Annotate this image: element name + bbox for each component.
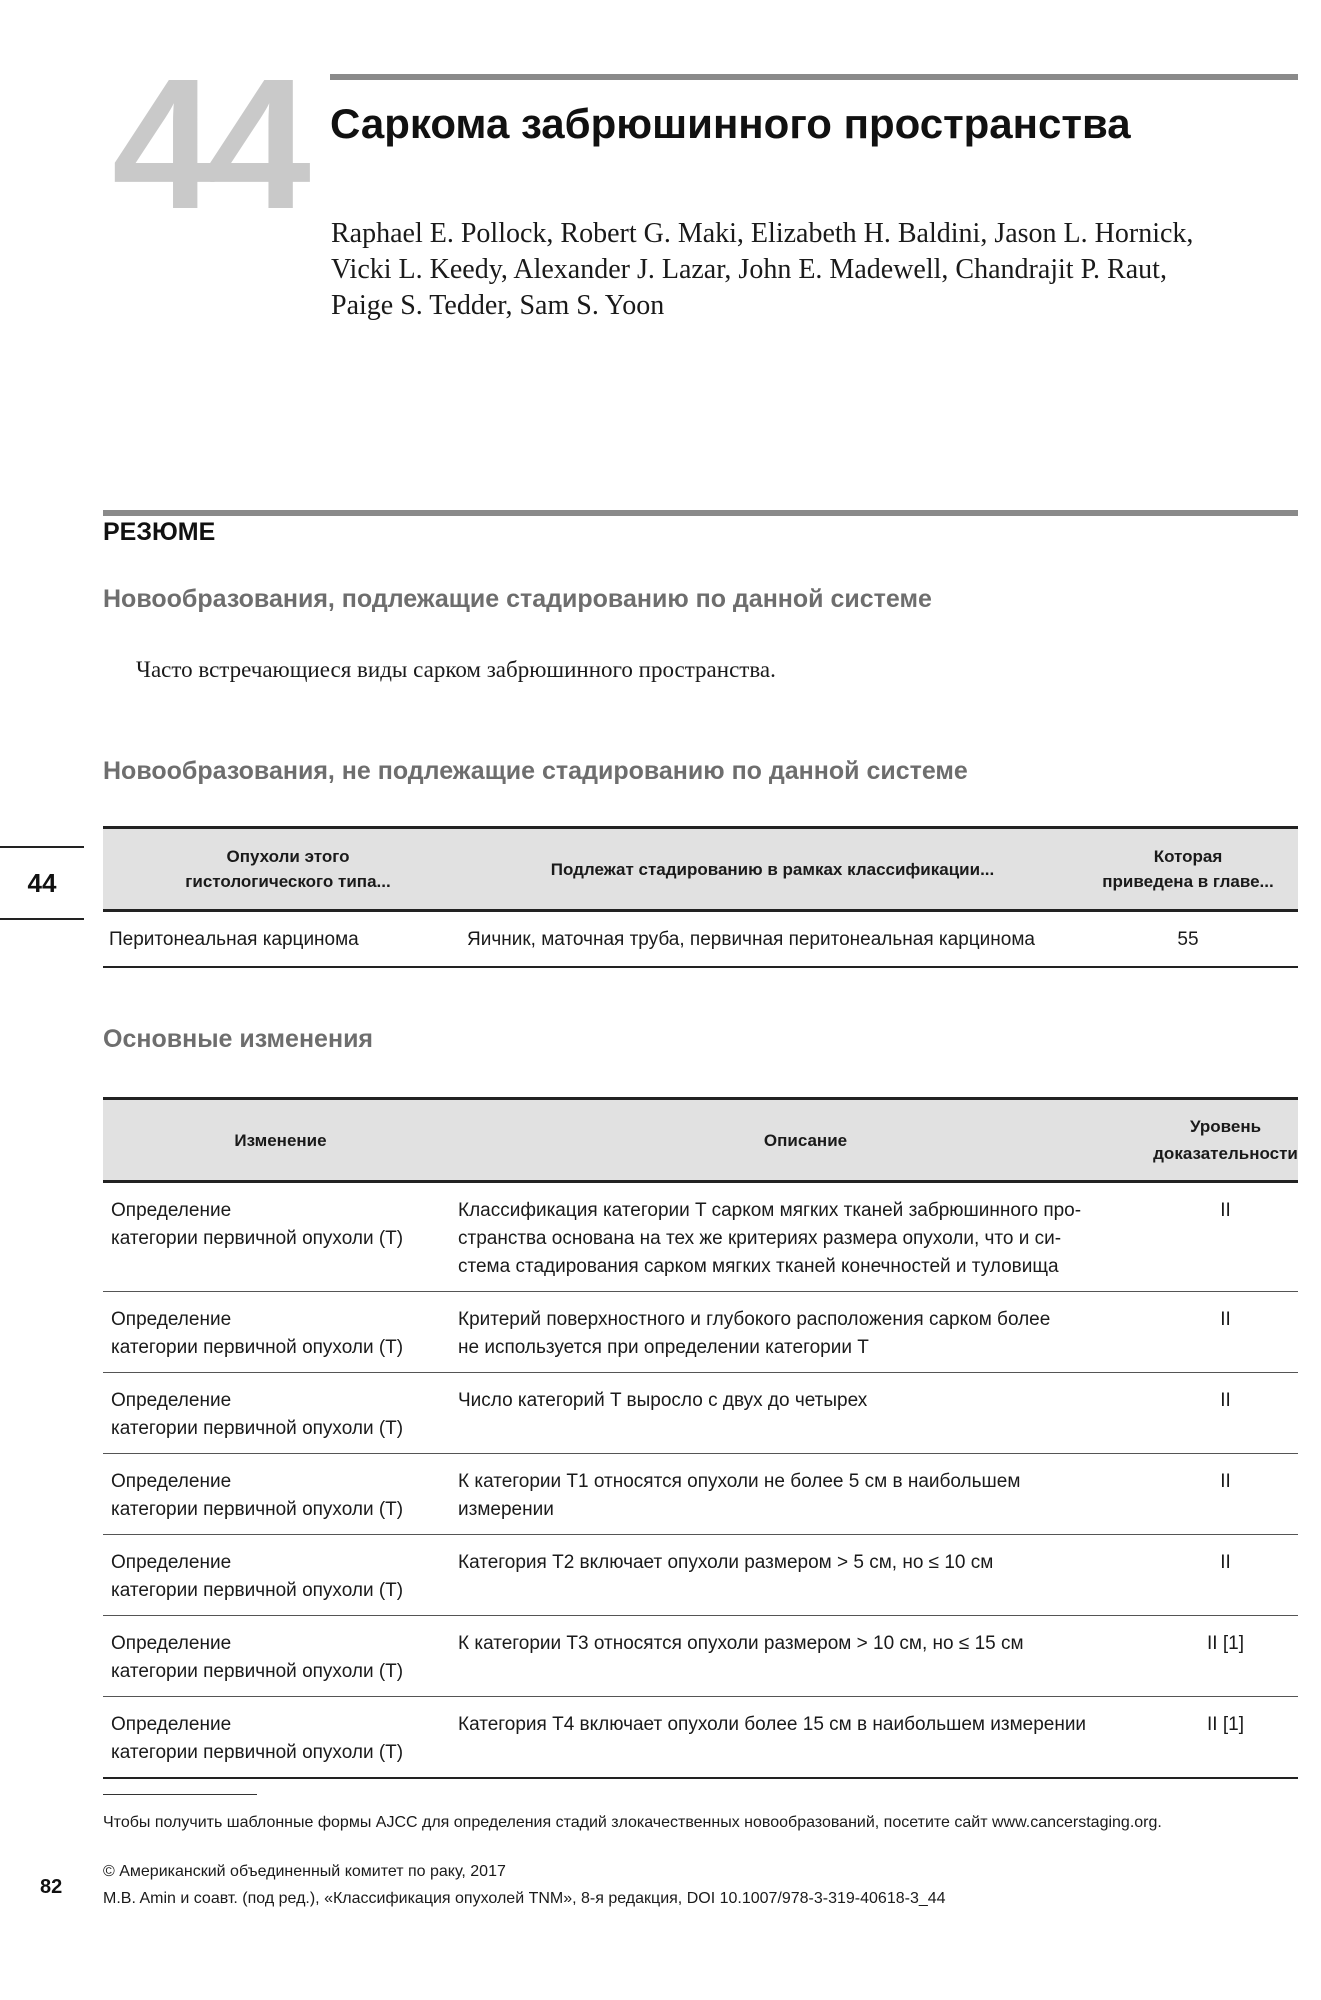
table-row bbox=[103, 1697, 1298, 1779]
citation-line: M.B. Amin и соавт. (под ред.), «Классификация опухолей TNM», 8-я редакция, DOI 10.1007/978-3-319-40618-3_44 bbox=[103, 1890, 946, 1907]
footnote-rule bbox=[103, 1794, 257, 1795]
table-cell: II [1] bbox=[1207, 1633, 1244, 1654]
header-cell: Подлежат стадированию в рамках классификации... bbox=[550, 859, 995, 879]
table-body bbox=[103, 1183, 1298, 1779]
table-row bbox=[103, 1616, 1298, 1697]
table-cell: II bbox=[1220, 1309, 1231, 1330]
table-cell: Определение категории первичной опухоли (T) bbox=[111, 1714, 404, 1763]
table-cell: Число категорий T выросло с двух до четырех bbox=[458, 1390, 868, 1411]
summary-title: РЕЗЮМЕ bbox=[103, 518, 216, 546]
changes-table bbox=[103, 1097, 1298, 1779]
not-staged-table bbox=[103, 826, 1298, 968]
table-cell: Перитонеальная карцинома bbox=[109, 929, 359, 950]
table-cell: Категория T2 включает опухоли размером > 5 см, но ≤ 10 см bbox=[458, 1552, 994, 1573]
header-cell: Изменение bbox=[234, 1130, 327, 1150]
header-cell: Описание bbox=[763, 1130, 848, 1150]
authors-line: Vicki L. Keedy, Alexander J. Lazar, John E. Madewell, Chandrajit P. Raut, bbox=[331, 254, 1167, 285]
chapter-number: 44 bbox=[112, 41, 303, 248]
table-row bbox=[103, 1535, 1298, 1616]
staged-heading: Новообразования, подлежащие стадированию по данной системе bbox=[103, 585, 932, 613]
table-row bbox=[103, 912, 1298, 968]
table-cell: Яичник, маточная труба, первичная перитонеальная карцинома bbox=[467, 929, 1035, 950]
copyright bbox=[103, 1858, 946, 1912]
header-cell: Которая приведена в главе... bbox=[1102, 847, 1274, 891]
table-cell: Определение категории первичной опухоли (T) bbox=[111, 1309, 404, 1358]
table-cell: Определение категории первичной опухоли (T) bbox=[111, 1200, 404, 1249]
table-cell: Критерий поверхностного и глубокого расположения сарком более не используется при определении категории T bbox=[458, 1309, 1051, 1358]
table-header bbox=[103, 826, 1298, 912]
table-cell: 55 bbox=[1177, 929, 1199, 950]
table-row bbox=[103, 1183, 1298, 1292]
table-cell: Определение категории первичной опухоли (T) bbox=[111, 1390, 404, 1439]
page-number: 82 bbox=[40, 1876, 63, 1898]
table-cell: Определение категории первичной опухоли (T) bbox=[111, 1633, 404, 1682]
table-row bbox=[103, 1292, 1298, 1373]
authors-line: Raphael E. Pollock, Robert G. Maki, Elizabeth H. Baldini, Jason L. Hornick, bbox=[331, 218, 1194, 249]
table-header bbox=[103, 1097, 1298, 1183]
footnote: Чтобы получить шаблонные формы AJCC для определения стадий злокачественных новообразований, посетите сайт www.cancerstaging.org. bbox=[103, 1814, 1162, 1831]
summary-rule bbox=[103, 510, 1298, 516]
table-cell: Классификация категории T сарком мягких тканей забрюшинного про- странства основана на тех же критериях размера опухоли, что и си- стема стадирования сарком мягких тканей конечностей и туловища bbox=[458, 1200, 1082, 1277]
table-row bbox=[103, 1454, 1298, 1535]
table-cell: II bbox=[1220, 1552, 1231, 1573]
table-row bbox=[103, 1373, 1298, 1454]
side-chapter-tab: 44 bbox=[0, 846, 84, 920]
staged-text: Часто встречающиеся виды сарком забрюшинного пространства. bbox=[136, 657, 776, 682]
table-cell: II bbox=[1220, 1471, 1231, 1492]
authors bbox=[331, 216, 1271, 324]
authors-line: Paige S. Tedder, Sam S. Yoon bbox=[331, 290, 665, 321]
table-cell: Определение категории первичной опухоли (T) bbox=[111, 1471, 404, 1520]
header-cell: Уровень доказательности bbox=[1153, 1117, 1298, 1163]
chapter-title: Саркома забрюшинного пространства bbox=[330, 100, 1131, 147]
changes-heading: Основные изменения bbox=[103, 1025, 374, 1053]
table-cell: Категория T4 включает опухоли более 15 см в наибольшем измерении bbox=[458, 1714, 1087, 1735]
table-cell: Определение категории первичной опухоли (T) bbox=[111, 1552, 404, 1601]
table-cell: К категории T3 относятся опухоли размером > 10 см, но ≤ 15 см bbox=[458, 1633, 1024, 1654]
not-staged-heading: Новообразования, не подлежащие стадированию по данной системе bbox=[103, 757, 968, 785]
table-cell: К категории T1 относятся опухоли не более 5 см в наибольшем измерении bbox=[458, 1471, 1021, 1520]
header-cell: Опухоли этого гистологического типа... bbox=[185, 847, 391, 891]
table-cell: II bbox=[1220, 1200, 1231, 1221]
chapter-rule bbox=[330, 74, 1298, 80]
table-cell: II [1] bbox=[1207, 1714, 1244, 1735]
table-cell: II bbox=[1220, 1390, 1231, 1411]
copyright-line: © Американский объединенный комитет по раку, 2017 bbox=[103, 1863, 506, 1880]
